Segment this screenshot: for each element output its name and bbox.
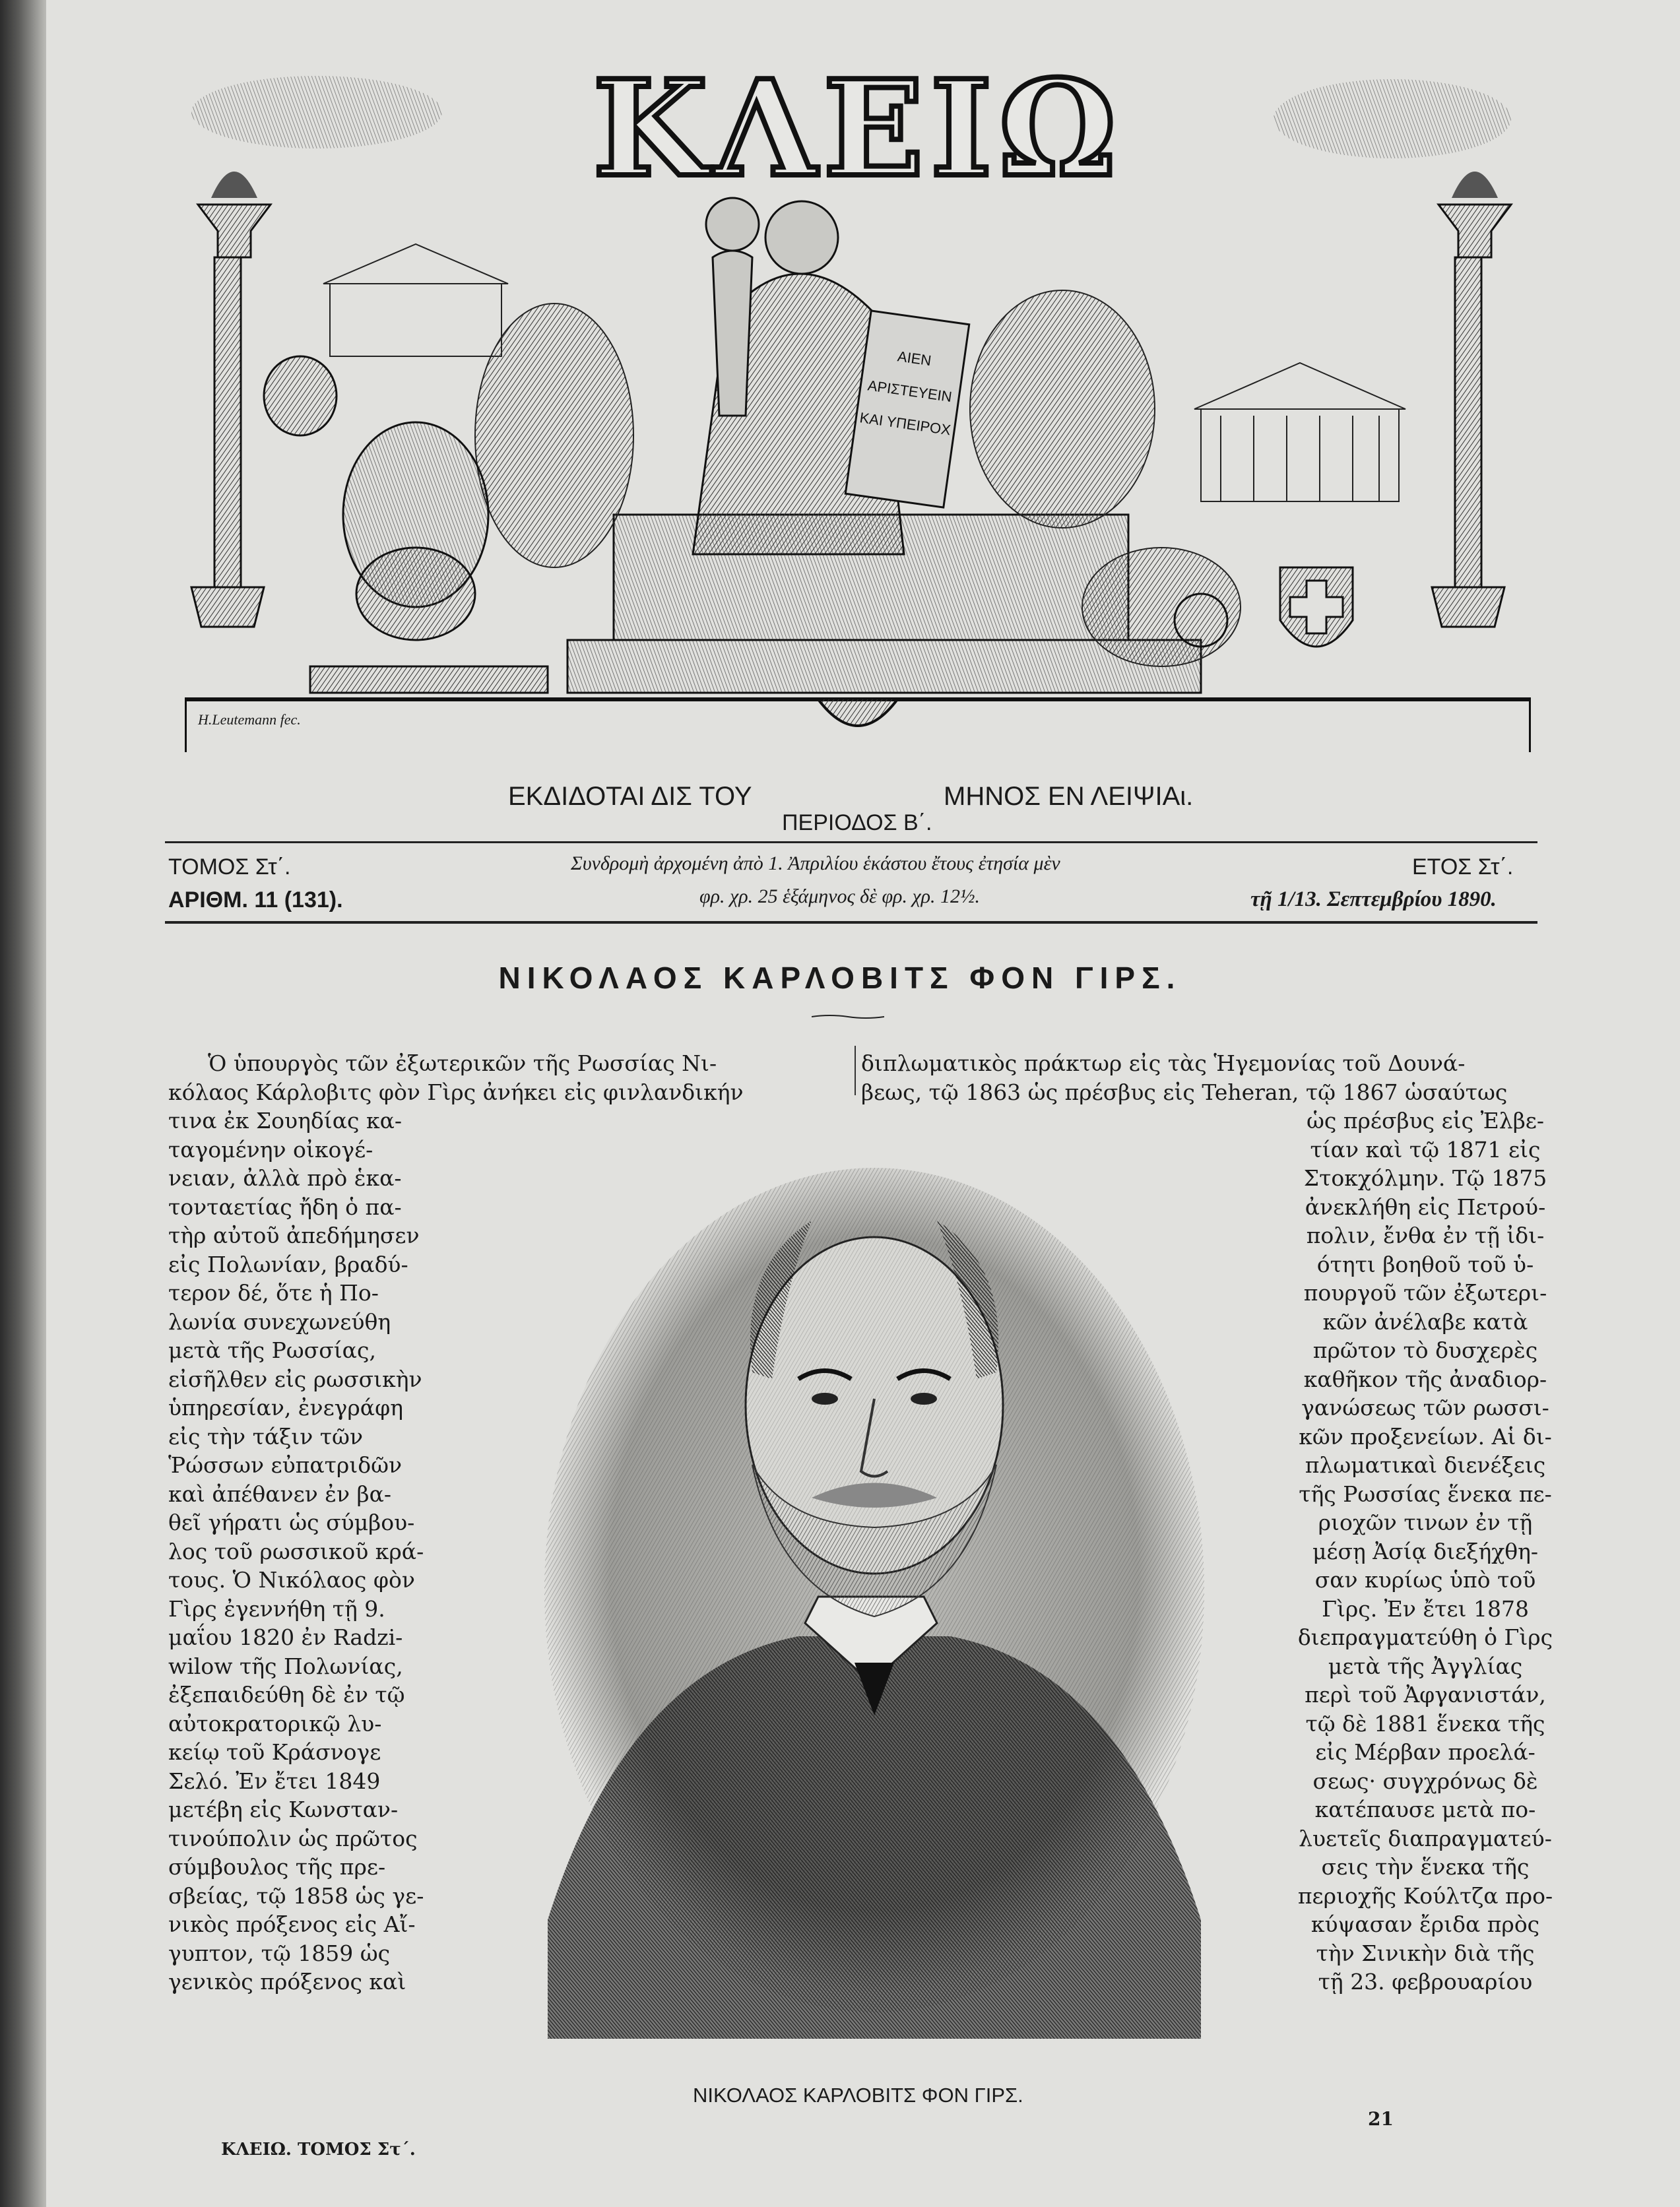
footer-signature: ΚΛΕΙΩ. ΤΟΜΟΣ Στ΄. [221,2140,416,2159]
publication-frequency-right: ΜΗΝΟΣ ΕΝ ΛΕΙΨΙΑι. [944,782,1194,811]
text-line: μετέβη εἰς Κωνσταν- [168,1797,399,1822]
text-line: σαν κυρίως ὑπὸ τοῦ [1314,1567,1536,1593]
text-line: τὴν Σινικὴν διὰ τῆς [1316,1940,1535,1966]
text-line: εἰς Πολωνίαν, βραδύ- [168,1251,408,1277]
subscription-line-1: Συνδρομὴ ἀρχομένη ἀπὸ 1. Ἀπριλίου ἑκάστου ἔτους ἐτησία μὲν [571,852,1060,874]
text-line: τῷ δὲ 1881 ἕνεκα τῆς [1305,1710,1545,1737]
text-line: θεῖ γήρατι ὡς σύμβου- [168,1510,415,1535]
text-line: κόλαος Κάρλοβιτς φὸν Γὶρς ἀνήκει εἰς φινλανδικήν [168,1079,744,1105]
article-column-right [1280,1106,1570,1997]
text-line: μετὰ τῆς Ἀγγλίας [1328,1653,1523,1679]
text-line: ὑπηρεσίαν, ἐνεγράφη [168,1395,403,1421]
text-line: Γὶρς ἐγεννήθη τῇ 9. [168,1595,385,1622]
text-line: Ὁ ὑπουργὸς τῶν ἐξωτερικῶν τῆς Ρωσσίας Νι- [208,1050,717,1076]
text-line: γενικὸς πρόξενος καὶ [168,1969,406,1995]
tablet-line-1: ΑΙΕΝ [896,348,932,369]
text-line: πλωματικαὶ διενέξεις [1305,1452,1546,1478]
text-line: Γὶρς. Ἐν ἔτει 1878 [1322,1595,1529,1622]
text-line: λυετεῖς διαπραγματεύ- [1299,1825,1552,1851]
text-line: εἰς Μέρβαν προελά- [1315,1739,1535,1765]
text-line: μετὰ τῆς Ρωσσίας, [168,1337,376,1363]
text-line: wilow τῆς Πολωνίας, [168,1653,403,1679]
text-line: ότητι βοηθοῦ τοῦ ὑ- [1316,1251,1534,1277]
tablet-line-3: ΚΑΙ ΥΠΕΙΡΟΧ [858,409,952,439]
text-line: Στοκχόλμην. Τῷ 1875 [1303,1165,1547,1191]
text-line: σεις τὴν ἕνεκα τῆς [1321,1854,1530,1880]
text-line: τους. Ὁ Νικόλαος φὸν [168,1567,415,1593]
text-line: λος τοῦ ρωσσικοῦ κρά- [168,1538,424,1564]
text-line: τινούπολιν ὡς πρῶτος [168,1825,418,1851]
text-line: τῆς Ρωσσίας ἕνεκα πε- [1299,1481,1552,1507]
text-line: κατέπαυσε μετὰ πο- [1314,1797,1536,1822]
text-line: κῶν προξενείων. Αἱ δι- [1299,1423,1552,1450]
text-line: Ῥώσσων εὐπατριδῶν [168,1452,403,1478]
text-line: καὶ ἀπέθανεν ἐν βα- [168,1481,392,1507]
text-line: κῶν ἀνέλαβε κατὰ [1322,1308,1528,1335]
text-line: κύψασαν ἔριδα πρὸς [1310,1911,1540,1937]
text-line: ἐξεπαιδεύθη δὲ ἐν τῷ [168,1682,405,1708]
text-line: σεως· συγχρόνως δὲ [1312,1768,1538,1794]
text-line: τερον δέ, ὅτε ἡ Πο- [168,1280,379,1306]
text-line: πουργοῦ τῶν ἐξωτερι- [1303,1280,1547,1306]
subscription-line-2: φρ. χρ. 25 ἑξάμηνος δὲ φρ. χρ. 12½. [699,885,981,907]
header-rule-bottom [165,921,1537,924]
text-line: καθῆκον τῆς ἀναδιορ- [1303,1366,1547,1392]
text-line: Σελό. Ἐν ἔτει 1849 [168,1768,381,1794]
article-opening-right [861,1049,1574,1106]
masthead-title: ΚΛΕΙΩ [593,66,1123,207]
publication-frequency-left: ΕΚΔΙΔΟΤΑΙ ΔΙΣ ΤΟΥ [508,782,752,811]
text-line: νικὸς πρόξενος εἰς Αἴ- [168,1911,416,1937]
text-line: βεως, τῷ 1863 ὡς πρέσβυς εἰς Teheran, τῷ 1867 ὡσαύτως [861,1079,1508,1105]
header-rule-top [165,841,1537,843]
year-label: ΕΤΟΣ Στ΄. [1412,854,1514,880]
text-line: περιοχῆς Κούλτζα προ- [1297,1882,1553,1909]
portrait-engraving [528,1161,1221,2039]
text-line: τῇ 23. φεβρουαρίου [1318,1969,1533,1995]
text-line: γυπτον, τῷ 1859 ὡς [168,1940,391,1966]
text-line: ἀνεκλήθη εἰς Πετρού- [1305,1194,1546,1220]
text-line: περὶ τοῦ Ἀφγανιστάν, [1305,1682,1546,1708]
text-line: τονταετίας ἤδη ὁ πα- [168,1194,402,1220]
text-line: ὡς πρέσβυς εἰς Ἐλβε- [1306,1108,1545,1134]
text-line: τὴρ αὐτοῦ ἀπεδήμησεν [168,1223,420,1248]
text-line: νειαν, ἀλλὰ πρὸ ἑκα- [168,1165,402,1191]
text-line: εἰς τὴν τάξιν τῶν [168,1423,364,1450]
text-line: πρῶτον τὸ δυσχερὲς [1312,1337,1538,1363]
masthead-engraving [185,66,1531,779]
article-opening-left [168,1049,848,1106]
text-line: ριοχῶν τινων ἐν τῇ [1318,1510,1533,1535]
text-line: εἰσῆλθεν εἰς ρωσσικὴν [168,1366,422,1392]
text-line: διεπραγματεύθη ὁ Γὶρς [1297,1624,1553,1650]
tablet-line-2: ΑΡΙΣΤΕΥΕΙΝ [866,377,953,406]
text-line: λωνία συνεχωνεύθη [168,1308,391,1335]
text-line: σύμβουλος τῆς πρε- [168,1854,386,1880]
issue-date: τῇ 1/13. Σεπτεμβρίου 1890. [1250,887,1497,911]
issue-number: ΑΡΙΘΜ. 11 (131). [168,887,343,912]
text-line: σβείας, τῷ 1858 ὡς γε- [168,1882,424,1909]
text-line: διπλωματικὸς πράκτωρ εἰς τὰς Ἡγεμονίας τοῦ Δουνά- [861,1050,1466,1076]
text-line: πολιν, ἔνθα ἐν τῇ ἰδι- [1306,1223,1545,1248]
text-line: τίαν καὶ τῷ 1871 εἰς [1310,1136,1541,1163]
article-column-left [168,1106,432,1997]
publication-period: ΠΕΡΙΟΔΟΣ Β΄. [782,810,932,835]
text-line: γανώσεως τῶν ρωσσι- [1301,1395,1549,1421]
title-ornament [812,1015,884,1019]
text-line: μέσῃ Ἀσίᾳ διεξήχθη- [1312,1538,1539,1564]
text-line: μαΐου 1820 ἐν Radzi- [168,1624,403,1650]
article-title: ΝΙΚΟΛΑΟΣ ΚΑΡΛΟΒΙΤΣ ΦΟΝ ΓΙΡΣ. [498,961,1182,995]
volume-label: ΤΟΜΟΣ Στ΄. [168,854,291,880]
text-line: κείῳ τοῦ Κράσνογε [168,1739,381,1765]
column-divider [855,1046,856,1095]
portrait-caption: ΝΙΚΟΛΑΟΣ ΚΑΡΛΟΒΙΤΣ ΦΟΝ ΓΙΡΣ. [693,2084,1023,2107]
page-number: 21 [1368,2108,1394,2130]
book-binding-shadow [0,0,46,2207]
text-line: ταγομένην οἰκογέ- [168,1136,373,1163]
engraver-credit: H.Leutemann fec. [198,711,301,728]
text-line: τινα ἐκ Σουηδίας κα- [168,1108,403,1134]
text-line: αὐτοκρατορικῷ λυ- [168,1710,382,1737]
